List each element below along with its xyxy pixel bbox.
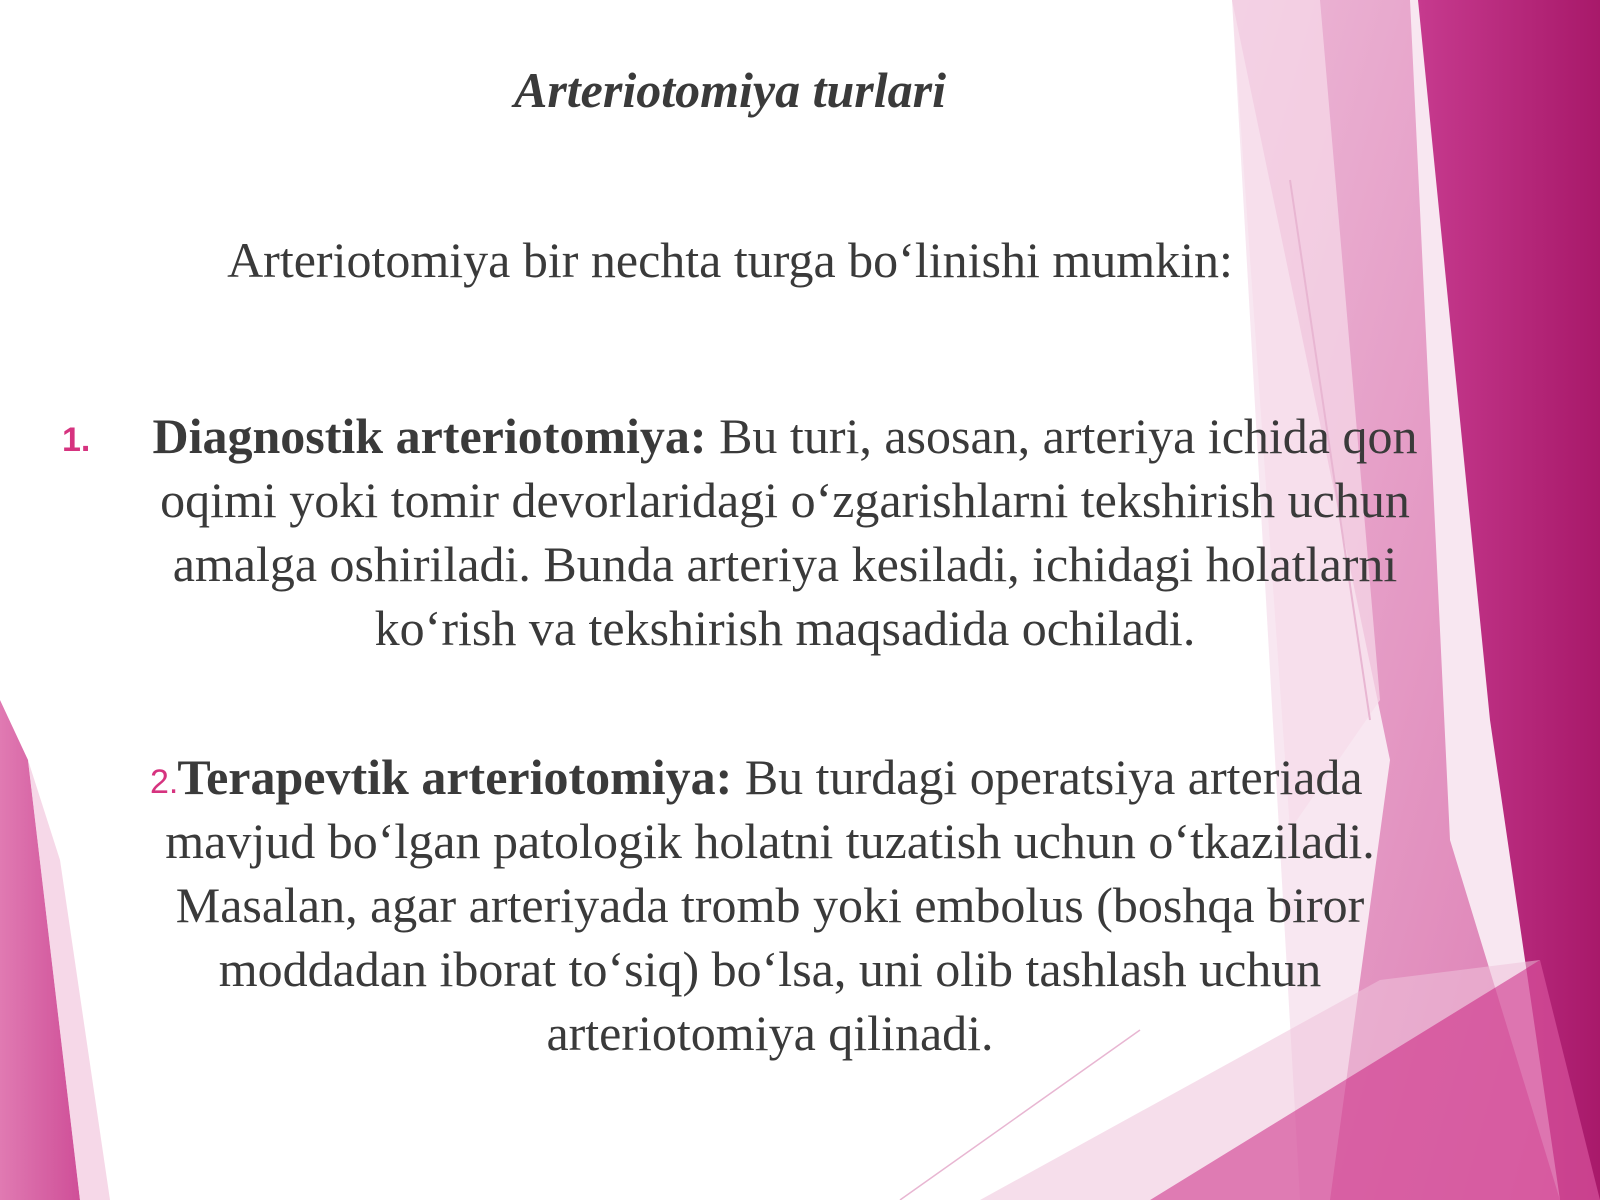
list-item-text: Bu turi, asosan, arteriya ichida qon oqimi yoki tomir devorlaridagi o‘zgarishlarni tekshirish uchun amalga oshiriladi. Bunda arteriya kesiladi, ichidagi holatlarni ko‘rish va tekshirish maqsadida ochiladi.: [160, 408, 1418, 656]
list-item: [130, 404, 1440, 660]
list-number-2: 2.: [150, 763, 179, 801]
list-number-1: 1.: [62, 421, 91, 459]
list-item-term: Diagnostik arteriotomiya:: [152, 408, 707, 464]
list-item: [140, 745, 1400, 1065]
intro-text: Arteriotomiya bir nechta turga bo‘linishi mumkin:: [227, 232, 1233, 288]
list-item-text: Bu turdagi operatsiya arteriada mavjud bo‘lgan patologik holatni tuzatish uchun o‘tkaziladi. Masalan, agar arteriyada tromb yoki embolus (boshqa biror moddadan iborat to‘siq) bo‘lsa, uni olib tashlash uchun arteriotomiya qilinadi.: [165, 749, 1375, 1061]
list-item-term: Terapevtik arteriotomiya:: [177, 749, 733, 805]
page-title: Arteriotomiya turlari: [513, 62, 946, 118]
